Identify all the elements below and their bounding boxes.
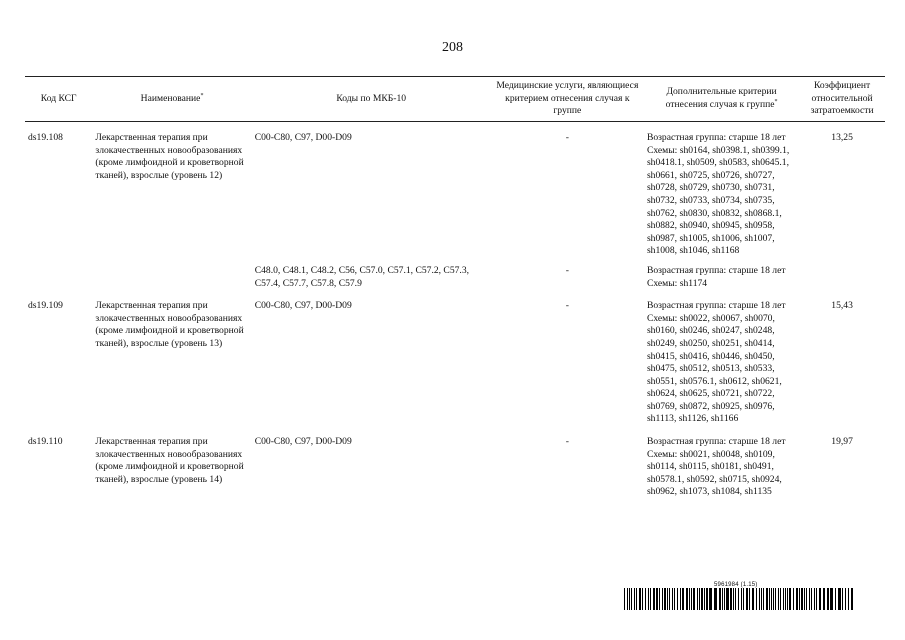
barcode-bar [778,588,779,610]
barcode-bar [799,588,800,610]
barcode-bar [735,588,736,610]
additional-criteria: Возрастная группа: старше 18 лет Схемы: sh0022, sh0067, sh0070, sh0160, sh0246, sh0247, sh0248, sh0249, sh0250, sh0251, sh0414, sh0415, sh0416, sh0446, sh0450, sh0475, sh0512, sh0513, sh0533, sh0551, sh0576.1, sh0612, sh0621, sh0624, sh0625, sh0721, sh0722, sh0769, sh0872, sh0925, sh0976, sh1113, sh1126, sh1166 [646,300,786,425]
barcode-bar [719,588,721,610]
barcode-bar [759,588,760,610]
cost-coefficient: 15,43 [831,300,853,312]
barcode-bar [851,588,853,610]
ksg-name: Лекарственная терапия при злокачественных новообразованиях (кроме лимфоидной и кроветворной тканей), взрослые (уровень 14) [95,436,244,485]
barcode-bar [793,588,794,610]
header-coefficient: Коэффициент относительной затратоемкости [799,77,885,122]
barcode-bar [830,588,833,610]
barcode-bar [771,588,772,610]
barcode-bar [656,588,658,610]
barcode [624,582,854,612]
barcode-bar [691,588,692,610]
barcode-bar [645,588,646,610]
mkb-codes: C00-C80, C97, D00-D09 [254,132,352,143]
barcode-bar [634,588,635,610]
header-criteria: Дополнительные критерии отнесения случая к группе* [644,77,799,122]
barcode-bar [659,588,660,610]
ksg-code: ds19.110 [28,436,63,448]
barcode-bar [667,588,668,610]
barcode-bar [749,588,750,610]
additional-criteria: Возрастная группа: старше 18 лет Схемы: sh0021, sh0048, sh0109, sh0114, sh0115, sh0181, sh0491, sh0578.1, sh0592, sh0715, sh0924, sh0962, sh1073, sh1084, sh1135 [646,436,786,498]
barcode-bar [806,588,807,610]
barcode-bar [756,588,757,610]
barcode-bar [726,588,729,610]
barcode-bar [773,588,774,610]
barcode-bar [624,588,625,610]
ksg-table [25,76,885,499]
barcode-bar [783,588,784,610]
barcode-bar [787,588,788,610]
barcode-icon [624,588,854,610]
barcode-bar [763,588,764,610]
barcode-bar [801,588,803,610]
barcode-bar [697,588,698,610]
medical-services: - [565,132,569,143]
barcode-bar [823,588,825,610]
barcode-bar [761,588,762,610]
barcode-bar [672,588,673,610]
medical-services: - [565,436,569,448]
barcode-bar [722,588,723,610]
barcode-bar [636,588,637,610]
barcode-bar [789,588,791,610]
additional-criteria: Возрастная группа: старше 18 лет Схемы: sh1174 [646,264,786,289]
barcode-bar [704,588,705,610]
header-services: Медицинские услуги, являющиеся критерием отнесения случая к группе [491,77,644,122]
barcode-bar [677,588,678,610]
header-criteria-footnote-mark: * [774,98,778,105]
header-code: Код КСГ [25,77,92,122]
barcode-bar [785,588,786,610]
barcode-bar [648,588,649,610]
barcode-bar [835,588,836,610]
additional-criteria: Возрастная группа: старше 18 лет Схемы: sh0164, sh0398.1, sh0399.1, sh0418.1, sh0509, sh0583, sh0645.1, sh0661, sh0725, sh0726, sh0727, sh0728, sh0729, sh0730, sh0731, sh0732, sh0733, sh0734, sh0735, sh0762, sh0830, sh0832, sh0868.1, sh0882, sh0940, sh0945, sh0958, sh0987, sh1005, sh1006, sh1007, sh1008, sh1046, sh1168 [646,132,790,257]
barcode-bar [738,588,739,610]
barcode-bar [650,588,651,610]
barcode-bar [743,588,744,610]
barcode-bar [741,588,742,610]
cost-coefficient: 19,97 [831,436,853,448]
barcode-bar [811,588,812,610]
barcode-bar [653,588,655,610]
ksg-code: ds19.109 [28,300,63,312]
barcode-bar [662,588,663,610]
barcode-bar [693,588,695,610]
barcode-bar [680,588,681,610]
barcode-bar [706,588,708,610]
ksg-code: ds19.108 [28,132,63,143]
barcode-bar [682,588,684,610]
mkb-codes: C48.0, C48.1, C48.2, C56, C57.0, C57.1, C57.2, C57.3, C57.4, C57.7, C57.8, C57.9 [254,264,470,289]
barcode-bar [669,588,670,610]
header-mkb: Коды по МКБ-10 [252,77,491,122]
barcode-bar [733,588,734,610]
barcode-bar [809,588,810,610]
barcode-bar [689,588,690,610]
barcode-bar [664,588,666,610]
header-name-footnote-mark: * [200,92,204,99]
barcode-bar [845,588,846,610]
mkb-codes: C00-C80, C97, D00-D09 [254,300,352,312]
barcode-bar [674,588,675,610]
barcode-bar [639,588,641,610]
barcode-bar [766,588,768,610]
barcode-caption: 5961984 (1.15) [714,582,758,588]
ksg-name: Лекарственная терапия при злокачественных новообразованиях (кроме лимфоидной и кроветворной тканей), взрослые (уровень 13) [95,300,244,349]
barcode-bar [842,588,843,610]
barcode-bar [730,588,732,610]
mkb-codes: C00-C80, C97, D00-D09 [254,436,352,448]
table-row [25,290,885,426]
barcode-bar [642,588,643,610]
barcode-bar [827,588,829,610]
barcode-bar [709,588,712,610]
table-row [25,426,885,499]
barcode-bar [699,588,700,610]
page-number: 208 [442,40,463,55]
ksg-name: Лекарственная терапия при злокачественных новообразованиях (кроме лимфоидной и кроветворной тканей), взрослые (уровень 12) [95,132,244,181]
cost-coefficient: 13,25 [831,132,853,143]
barcode-bar [769,588,770,610]
barcode-bar [631,588,632,610]
barcode-bar [775,588,776,610]
barcode-bar [796,588,798,610]
barcode-bar [752,588,754,610]
barcode-bar [838,588,841,610]
barcode-bar [627,588,628,610]
barcode-bar [848,588,849,610]
header-name: Наименование* [92,77,251,122]
barcode-bar [714,588,717,610]
barcode-bar [780,588,781,610]
table-row [25,122,885,258]
barcode-bar [629,588,630,610]
barcode-bar [724,588,725,610]
barcode-bar [686,588,688,610]
barcode-bar [816,588,817,610]
barcode-bar [814,588,815,610]
barcode-bar [819,588,821,610]
medical-services: - [565,264,569,276]
barcode-bar [804,588,805,610]
barcode-bar [701,588,703,610]
medical-services: - [565,300,569,312]
table-header [25,77,885,122]
barcode-bar [746,588,748,610]
